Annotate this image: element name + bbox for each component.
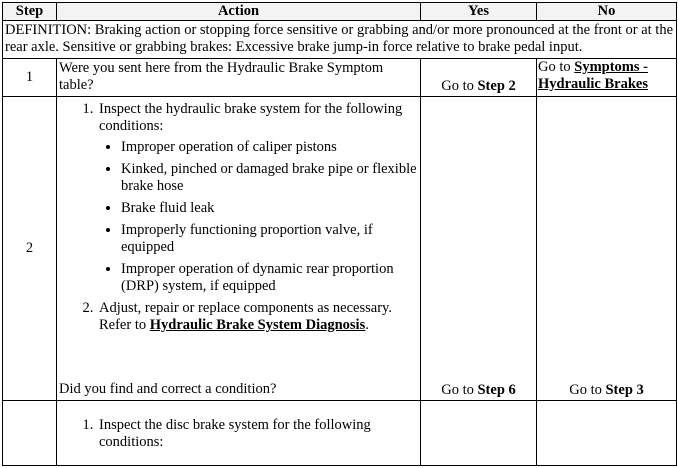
table-row: [3, 97, 677, 401]
table-row: [3, 401, 677, 466]
no-cell: [537, 401, 677, 466]
list-item: • Improper operation of dynamic rear proportion (DRP) system, if equipped: [121, 261, 418, 295]
step-number: 1: [3, 59, 57, 97]
header-action: Action: [57, 3, 421, 21]
diagnostic-table: [2, 2, 677, 466]
list-item: • Improperly functioning proportion valve, if equipped: [121, 222, 418, 256]
definition-row: [3, 21, 677, 59]
no-prefix: Go to: [538, 59, 575, 75]
instruction-suffix: .: [365, 317, 369, 333]
go-to-step-link[interactable]: Step 6: [477, 382, 516, 398]
list-item: [97, 101, 418, 295]
hydraulic-diagnosis-link[interactable]: Hydraulic Brake System Diagnosis: [149, 317, 366, 333]
no-cell: [537, 97, 677, 401]
header-no: No: [537, 3, 677, 21]
yes-prefix: Go to: [441, 382, 478, 398]
action-cell: [57, 97, 421, 401]
header-step: Step: [3, 3, 57, 21]
go-to-step-link[interactable]: Step 3: [605, 382, 644, 398]
yes-cell: [421, 59, 537, 97]
step-number: [3, 401, 57, 466]
list-item: [97, 300, 418, 334]
no-prefix: Go to: [569, 382, 606, 398]
no-cell: [537, 59, 677, 97]
header-row: [3, 3, 677, 21]
yes-cell: [421, 401, 537, 466]
header-yes: Yes: [421, 3, 537, 21]
list-item: • Kinked, pinched or damaged brake pipe or flexible brake hose: [121, 161, 418, 195]
instruction-text: Adjust, repair or replace components as necessary. Refer to: [99, 300, 392, 333]
yes-prefix: Go to: [441, 78, 478, 94]
step-number: 2: [3, 97, 57, 401]
instruction-list: [59, 101, 418, 334]
action-cell: Were you sent here from the Hydraulic Brake Symptom table?: [57, 59, 421, 97]
instruction-list: [59, 417, 418, 451]
action-cell: [57, 401, 421, 466]
list-item: • Improper operation of caliper pistons: [121, 139, 418, 156]
go-to-step-link[interactable]: Step 2: [477, 78, 516, 94]
question-text: Did you find and correct a condition?: [59, 381, 277, 397]
table-row: [3, 59, 677, 97]
definition-text: DEFINITION: Braking action or stopping force sensitive or grabbing and/or more pronounced at the front or at the rear axle. Sensitive or grabbing brakes: Excessive brake jump-in force relative to brake pedal input.: [3, 21, 677, 59]
yes-cell: [421, 97, 537, 401]
list-item: • Brake fluid leak: [121, 200, 418, 217]
list-item: 1. Inspect the disc brake system for the following conditions:: [97, 417, 418, 451]
symptoms-link[interactable]: Symptoms - Hydraulic Brakes: [538, 59, 648, 92]
instruction-text: Inspect the hydraulic brake system for the following conditions:: [99, 101, 403, 134]
condition-list: [99, 139, 418, 295]
